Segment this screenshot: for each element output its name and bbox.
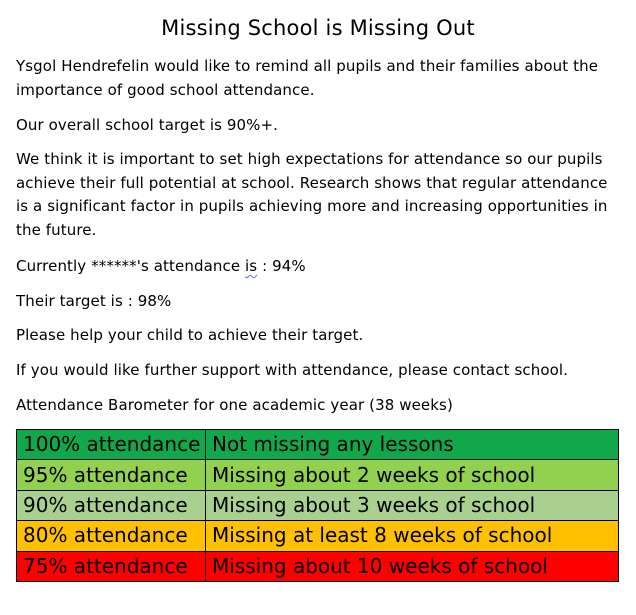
current-attendance-value: : 94%: [257, 257, 306, 275]
help-paragraph: Please help your child to achieve their target.: [16, 326, 364, 344]
barometer-attendance-cell: 90% attendance: [17, 490, 206, 520]
barometer-row: [17, 460, 619, 490]
barometer-caption: Attendance Barometer for one academic year (38 weeks): [16, 396, 453, 414]
barometer-row: [17, 521, 619, 551]
support-paragraph: If you would like further support with attendance, please contact school.: [16, 361, 569, 379]
barometer-row: [17, 490, 619, 520]
current-attendance-prefix: Currently ******'s attendance: [16, 257, 246, 275]
spellcheck-flagged-word: is: [245, 257, 258, 275]
barometer-description-cell: Missing about 2 weeks of school: [206, 460, 619, 490]
barometer-description-cell: Not missing any lessons: [206, 430, 619, 460]
barometer-description-cell: Missing about 10 weeks of school: [206, 551, 619, 581]
intro-paragraph: Ysgol Hendrefelin would like to remind all pupils and their families about the importance of good school attendance.: [16, 57, 599, 99]
current-attendance-paragraph: [16, 255, 620, 279]
barometer-row: [17, 551, 619, 581]
barometer-attendance-cell: 95% attendance: [17, 460, 206, 490]
barometer-description-cell: Missing about 3 weeks of school: [206, 490, 619, 520]
barometer-attendance-cell: 75% attendance: [17, 551, 206, 581]
page-title: Missing School is Missing Out: [161, 16, 475, 40]
barometer-attendance-cell: 100% attendance: [17, 430, 206, 460]
expectations-paragraph: We think it is important to set high expectations for attendance so our pupils achieve their full potential at school. Research shows that regular attendance is a significant factor in pupils achieving more and increasing opportunities in the future.: [16, 150, 608, 239]
barometer-description-cell: Missing at least 8 weeks of school: [206, 521, 619, 551]
barometer-attendance-cell: 80% attendance: [17, 521, 206, 551]
school-target-paragraph: Our overall school target is 90%+.: [16, 116, 279, 134]
attendance-barometer-table: [16, 429, 619, 582]
barometer-row: [17, 430, 619, 460]
pupil-target-paragraph: Their target is : 98%: [16, 292, 172, 310]
